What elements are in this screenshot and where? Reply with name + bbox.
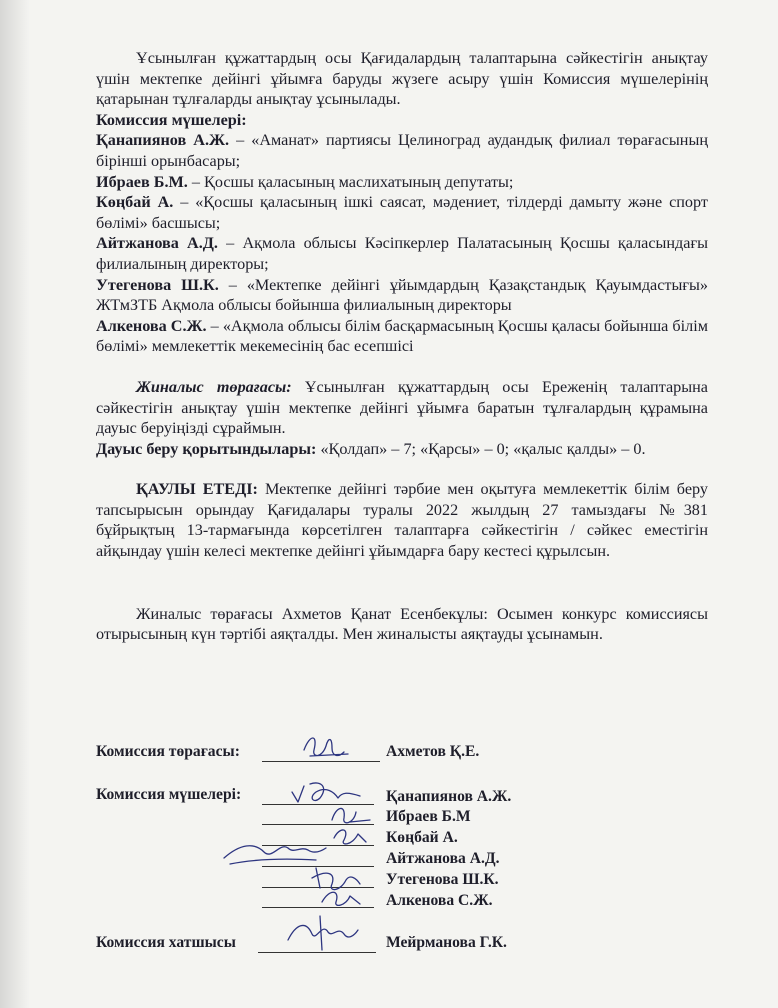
vote-paragraph [96, 439, 708, 460]
member-name: Көңбай А. [96, 193, 174, 212]
secretary-signature-label: Комиссия хатшысы [96, 934, 236, 951]
vote-label: Дауыс беру қорытындылары: [96, 439, 317, 458]
member-signature-name: Көңбай А. [386, 829, 458, 846]
member-name: Утегенова Ш.К. [96, 275, 219, 294]
chair-label: Жиналыс төрағасы: [136, 377, 292, 396]
member-name: Айтжанова А.Д. [96, 234, 218, 253]
member-line [96, 316, 708, 357]
member-role: – Қосшы қаласының маслихатының депутаты; [187, 172, 514, 191]
chair-text: Ұсынылған құжаттардың осы Ереженің талаптарына сәйкестігін анықтау үшін мектепке дейінгі ұйымға баратын тұлғалардың құрамына дауыс беруіңізді сұраймын. [96, 377, 708, 438]
member-signature-name: Утегенова Ш.К. [386, 871, 499, 888]
member-line [96, 130, 708, 171]
member-name: Ибраев Б.М. [96, 172, 188, 191]
secretary-signature-mark [282, 910, 362, 956]
member-signature-mark [316, 884, 366, 910]
member-line [96, 192, 708, 233]
member-signature-name: Алкенова С.Ж. [386, 892, 493, 909]
member-signature-name: Ибраев Б.М [386, 808, 471, 825]
member-role: – «Қосшы қаласының ішкі саясат, мәдениет, тілдерді дамыту және спорт бөлімі» басшысы; [96, 193, 708, 232]
member-signature-name: Айтжанова А.Д. [386, 850, 500, 867]
chair-signature-mark [296, 728, 356, 766]
intro-paragraph: Ұсынылған құжаттардың осы Қағидалардың талаптарына сәйкестігін анықтау үшін мектепке дейінгі ұйымға баруды жүзеге асыру үшін Комиссия мүшелерінің қатарынан тұлғаларды анықтау ұсынылады. [96, 49, 708, 109]
member-name: Алкенова С.Ж. [96, 316, 207, 335]
member-line [96, 233, 708, 274]
decision-text: Мектепке дейінгі тәрбие мен оқытуға мемлекеттік білім беру тапсырысын орындау Қағидалары туралы 2022 жылдың 27 тамыздағы №381 бұйрықтың 13-тармағында көрсетілген талаптарға сәйкестігін / сәйкес еместігін айқындау үшін келесі мектепке дейінгі ұйымдарға бару кестесі құрылсын. [96, 480, 708, 561]
chair-paragraph [96, 377, 708, 439]
member-signature-name: Қанапиянов А.Ж. [386, 788, 512, 805]
decision-label: ҚАУЛЫ ЕТЕДІ: [136, 480, 258, 499]
decision-paragraph [96, 479, 708, 561]
members-signature-label: Комиссия мүшелері: [96, 786, 242, 803]
member-role: – «Аманат» партиясы Целиноград аудандық филиал төрағасының бірінші орынбасары; [96, 131, 708, 170]
member-line [96, 172, 708, 193]
vote-text: «Қолдап» – 7; «Қарсы» – 0; «қалыс қалды» – 0. [316, 439, 646, 458]
member-name: Қанапиянов А.Ж. [96, 131, 230, 150]
member-role: – «Мектепке дейінгі ұйымдардың Қазақстандық Қауымдастығы» ЖТмЗТБ Ақмола облысы бойынша филиалының директоры [96, 275, 708, 315]
chair-signature-label: Комиссия төрағасы: [96, 743, 240, 760]
closing-paragraph: Жиналыс төрағасы Ахметов Қанат Есенбекұлы: Осымен конкурс комиссиясы отырысының күн тәртібі аяқталды. Мен жиналысты аяқтауды ұсынамын. [96, 604, 708, 644]
document-body [96, 48, 708, 645]
members-heading: Комиссия мүшелері: [96, 110, 247, 129]
chair-signature-name: Ахметов Қ.Е. [386, 743, 480, 760]
member-role: – Ақмола облысы Кәсіпкерлер Палатасының Қосшы қаласындағы филиалының директоры; [96, 234, 708, 273]
member-signature-mark [328, 820, 374, 848]
member-role: – «Ақмола облысы білім басқармасының Қосшы қаласы бойынша білім бөлімі» мемлекеттік мекемесінің бас есепшісі [96, 316, 708, 356]
member-line [96, 275, 708, 316]
secretary-signature-name: Мейрманова Г.К. [386, 934, 507, 951]
scan-edge-shadow [0, 0, 30, 1008]
